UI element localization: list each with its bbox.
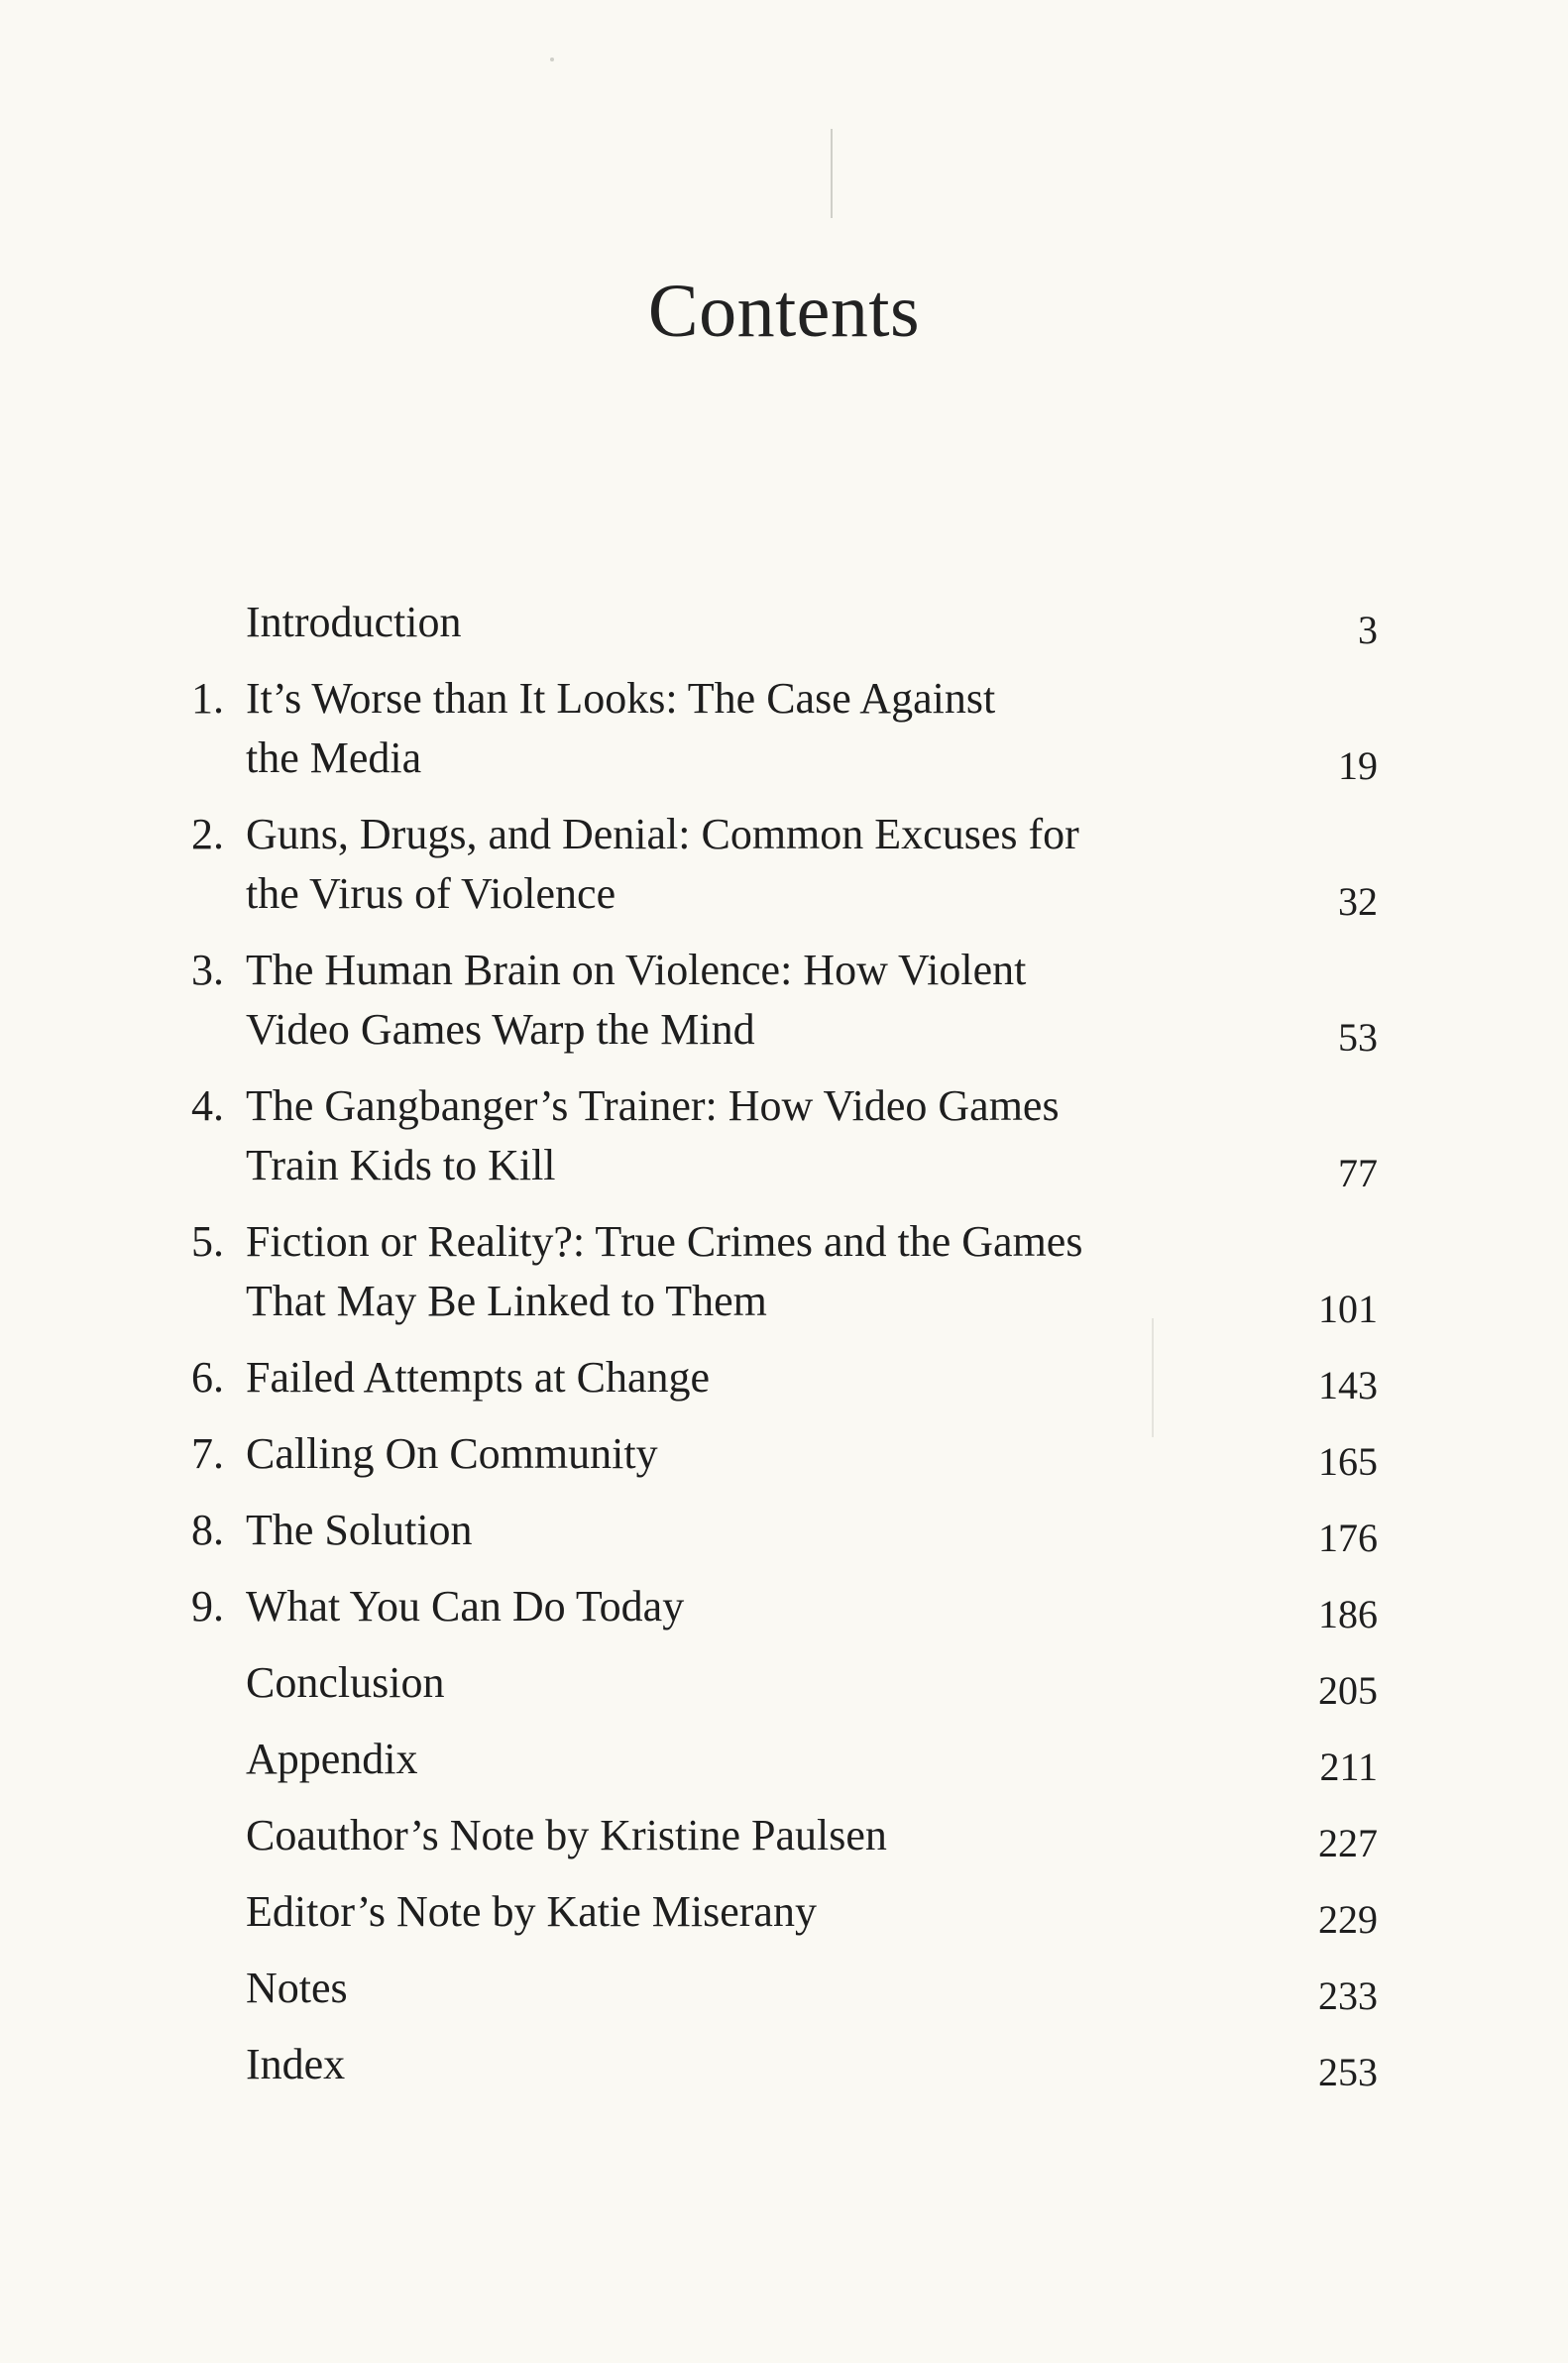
toc-entry-page: 205 — [1318, 1668, 1378, 1713]
toc-entry-page: 165 — [1318, 1439, 1378, 1484]
toc-entry-title: The Human Brain on Violence: How Violent Video Games Warp the Mind — [246, 946, 1027, 1054]
toc-entry-page: 233 — [1318, 1973, 1378, 2018]
toc-entry-number: 8. — [191, 1506, 224, 1554]
toc-entry-number: 4. — [191, 1081, 224, 1130]
toc-entry-page: 32 — [1338, 879, 1378, 924]
toc-entry-title: Introduction — [246, 598, 462, 646]
toc-entry-page: 176 — [1318, 1516, 1378, 1560]
toc-entry-title: It’s Worse than It Looks: The Case Against the Media — [246, 674, 996, 782]
toc-entry-page: 186 — [1318, 1592, 1378, 1636]
toc-entry-title: Index — [246, 2040, 346, 2088]
toc-entry-title: Notes — [246, 1964, 348, 2012]
toc-entry-conclusion[interactable] — [168, 1653, 1378, 1713]
toc-entry-index[interactable] — [168, 2035, 1378, 2094]
toc-entry-title: Fiction or Reality?: True Crimes and the Games That May Be Linked to Them — [246, 1217, 1083, 1325]
toc-entry-coauthors-note[interactable] — [168, 1806, 1378, 1865]
toc-entry-title: Failed Attempts at Change — [246, 1353, 711, 1402]
toc-entry-introduction[interactable] — [168, 593, 1378, 652]
toc-entry-chapter-5[interactable] — [168, 1212, 1378, 1331]
toc-entry-chapter-2[interactable] — [168, 805, 1378, 924]
toc-entry-page: 211 — [1319, 1744, 1378, 1789]
toc-entry-title: Calling On Community — [246, 1429, 658, 1478]
toc-entry-editors-note[interactable] — [168, 1882, 1378, 1942]
toc-entry-title: Coauthor’s Note by Kristine Paulsen — [246, 1811, 887, 1859]
toc-entry-number: 5. — [191, 1217, 224, 1266]
toc-entry-page: 101 — [1318, 1287, 1378, 1331]
toc-entry-page: 229 — [1318, 1897, 1378, 1942]
toc-entry-chapter-9[interactable] — [168, 1577, 1378, 1636]
toc-entry-chapter-1[interactable] — [168, 669, 1378, 788]
toc-entry-title: The Solution — [246, 1506, 473, 1554]
toc-entry-page: 253 — [1318, 2050, 1378, 2094]
toc-entry-chapter-7[interactable] — [168, 1424, 1378, 1484]
toc-entry-chapter-6[interactable] — [168, 1348, 1378, 1407]
toc-entry-number: 2. — [191, 810, 224, 858]
toc-entry-number: 9. — [191, 1582, 224, 1631]
toc-entry-title: What You Can Do Today — [246, 1582, 685, 1631]
toc-entry-chapter-8[interactable] — [168, 1501, 1378, 1560]
toc-entry-title: Guns, Drugs, and Denial: Common Excuses for the Virus of Violence — [246, 810, 1079, 918]
toc-entry-page: 53 — [1338, 1015, 1378, 1060]
toc-entry-title: The Gangbanger’s Trainer: How Video Games Train Kids to Kill — [246, 1081, 1060, 1189]
page-title: Contents — [647, 270, 921, 353]
table-of-contents — [168, 593, 1378, 2111]
scan-mark — [831, 129, 833, 218]
toc-entry-title: Appendix — [246, 1735, 418, 1783]
toc-entry-chapter-3[interactable] — [168, 941, 1378, 1060]
scan-mark — [550, 57, 554, 61]
toc-entry-page: 227 — [1318, 1821, 1378, 1865]
toc-entry-number: 6. — [191, 1353, 224, 1402]
toc-entry-page: 3 — [1358, 608, 1378, 652]
toc-entry-title: Editor’s Note by Katie Miserany — [246, 1887, 817, 1936]
toc-entry-title: Conclusion — [246, 1658, 445, 1707]
toc-entry-number: 7. — [191, 1429, 224, 1478]
toc-entry-page: 19 — [1338, 743, 1378, 788]
toc-entry-number: 3. — [191, 946, 224, 994]
toc-entry-chapter-4[interactable] — [168, 1076, 1378, 1195]
toc-entry-page: 143 — [1318, 1363, 1378, 1407]
toc-entry-appendix[interactable] — [168, 1730, 1378, 1789]
toc-entry-number: 1. — [191, 674, 224, 723]
toc-entry-page: 77 — [1338, 1151, 1378, 1195]
toc-entry-notes[interactable] — [168, 1959, 1378, 2018]
